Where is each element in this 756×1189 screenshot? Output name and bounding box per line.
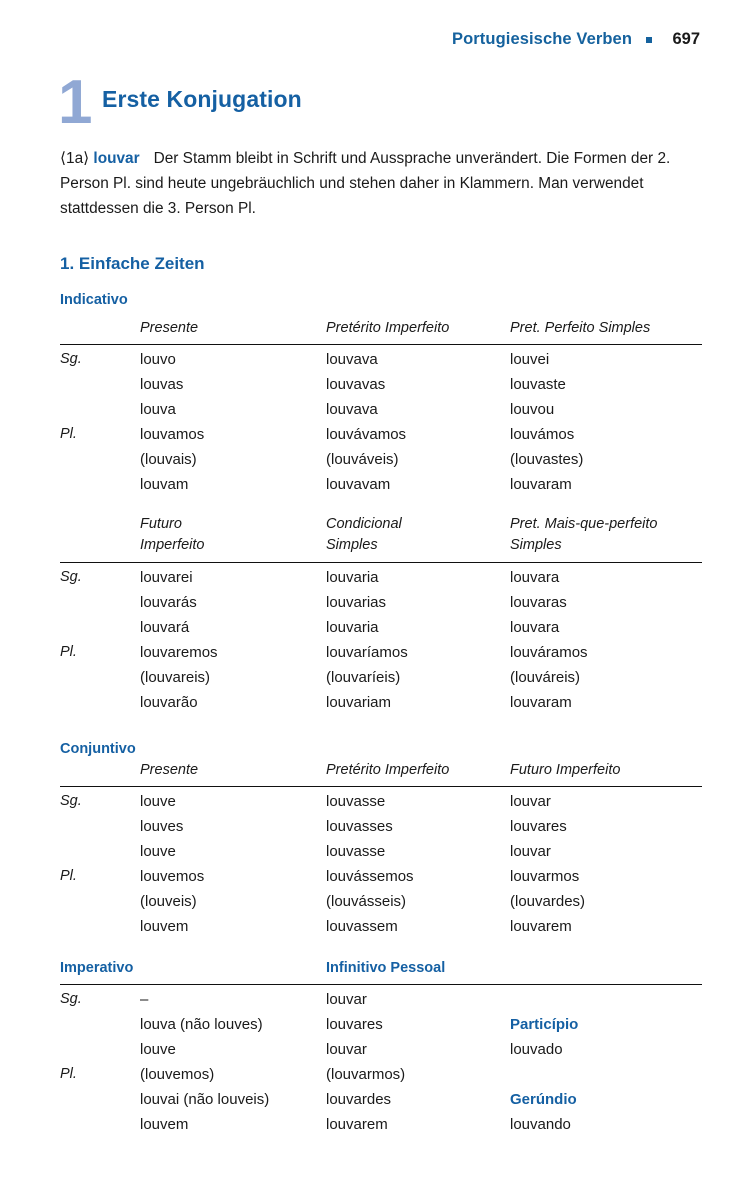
table-rows — [60, 345, 702, 501]
cell-presente: louvam — [140, 476, 189, 493]
cell-preterito-imperfeito: louvasse — [326, 843, 386, 860]
column-header-2-line1: Condicional — [326, 516, 402, 532]
table-row — [60, 918, 702, 943]
heading-participio: Particípio — [510, 1016, 579, 1033]
column-headers — [60, 516, 702, 560]
cell-presente: louvamos — [140, 426, 205, 443]
cell-presente: (louvais) — [140, 451, 197, 468]
cell-presente: louvemos — [140, 868, 205, 885]
cell-presente: louve — [140, 843, 176, 860]
cell-futuro-imperfeito: louvar — [510, 793, 551, 810]
cell-imperativo: louvem — [140, 1116, 189, 1133]
table-row — [60, 1116, 702, 1141]
table-row — [60, 376, 702, 401]
table-imperativo — [60, 960, 702, 1141]
heading-gerundio: Gerúndio — [510, 1091, 577, 1108]
cell-pret-perfeito-simples: louvei — [510, 351, 550, 368]
cell-mais-que-perfeito-simples: louvara — [510, 619, 560, 636]
cell-infinitivo-pessoal: louvar — [326, 991, 367, 1008]
cell-presente: (louveis) — [140, 893, 197, 910]
cell-preterito-imperfeito: louvasses — [326, 818, 393, 835]
chapter-title: Erste Konjugation — [102, 86, 302, 112]
table-row — [60, 476, 702, 501]
cell-infinitivo-pessoal: louvares — [326, 1016, 383, 1033]
cell-imperativo: louva (não louves) — [140, 1016, 263, 1033]
cell-condicional-simples: louvaríamos — [326, 644, 408, 661]
cell-futuro-imperfeito: louvares — [510, 818, 567, 835]
cell-presente: louva — [140, 401, 176, 418]
number-label: Sg. — [60, 793, 82, 809]
table-row — [60, 1091, 702, 1116]
running-head-title: Portugiesische Verben — [452, 30, 632, 48]
mood-heading-indicativo: Indicativo — [60, 292, 128, 308]
number-label: Pl. — [60, 1066, 77, 1082]
table-row — [60, 694, 702, 719]
table-row — [60, 843, 702, 868]
cell-pret-perfeito-simples: louvámos — [510, 426, 575, 443]
table-row — [60, 1066, 702, 1091]
column-header-3: Pret. Perfeito Simples — [510, 320, 651, 336]
mood-heading-infinitivo-pessoal: Infinitivo Pessoal — [326, 960, 446, 976]
cell-infinitivo-pessoal: louvarem — [326, 1116, 388, 1133]
chapter-header — [58, 68, 700, 137]
table-row — [60, 426, 702, 451]
column-header-3-line1: Pret. Mais-que-perfeito — [510, 516, 658, 532]
table-row — [60, 351, 702, 376]
chapter-number: 1 — [58, 68, 93, 137]
cell-preterito-imperfeito: louvasse — [326, 793, 386, 810]
cell-mais-que-perfeito-simples: louvaram — [510, 694, 572, 711]
column-headers — [60, 762, 702, 784]
column-header-1: Presente — [140, 320, 199, 336]
number-label: Sg. — [60, 351, 82, 367]
table-rows — [60, 985, 702, 1141]
cell-futuro-imperfeito: louvarei — [140, 569, 193, 586]
mood-heading-imperativo: Imperativo — [60, 960, 134, 976]
column-header-1: Presente — [140, 762, 199, 778]
cell-futuro-imperfeito: (louvareis) — [140, 669, 211, 686]
cell-mais-que-perfeito-simples: (louváreis) — [510, 669, 581, 686]
table-rows — [60, 787, 702, 943]
cell-participio-form: louvado — [510, 1041, 563, 1058]
cell-mais-que-perfeito-simples: louváramos — [510, 644, 588, 661]
table-row — [60, 1016, 702, 1041]
cell-pret-perfeito-simples: louvaram — [510, 476, 572, 493]
table-row — [60, 401, 702, 426]
page-number: 697 — [672, 30, 700, 48]
table-row — [60, 868, 702, 893]
cell-presente: louvas — [140, 376, 184, 393]
cell-preterito-imperfeito: louvavas — [326, 376, 386, 393]
table-row — [60, 1041, 702, 1066]
cell-infinitivo-pessoal: (louvarmos) — [326, 1066, 406, 1083]
cell-preterito-imperfeito: louvava — [326, 351, 378, 368]
cell-imperativo: – — [140, 991, 149, 1008]
cell-presente: louves — [140, 818, 184, 835]
number-label: Pl. — [60, 426, 77, 442]
cell-preterito-imperfeito: louvávamos — [326, 426, 407, 443]
table-row — [60, 991, 702, 1016]
cell-imperativo: louve — [140, 1041, 176, 1058]
cell-presente: louvem — [140, 918, 189, 935]
cell-imperativo: (louvemos) — [140, 1066, 215, 1083]
cell-pret-perfeito-simples: louvaste — [510, 376, 566, 393]
running-head — [452, 30, 700, 49]
column-header-2: Pretérito Imperfeito — [326, 320, 450, 336]
number-label: Pl. — [60, 868, 77, 884]
number-label: Pl. — [60, 644, 77, 660]
cell-futuro-imperfeito: (louvardes) — [510, 893, 586, 910]
table-row — [60, 594, 702, 619]
column-headers — [60, 320, 702, 342]
cell-condicional-simples: louvaria — [326, 569, 379, 586]
intro-paragraph — [60, 146, 708, 221]
table-row — [60, 818, 702, 843]
cell-preterito-imperfeito: louvava — [326, 401, 378, 418]
cell-futuro-imperfeito: louvarão — [140, 694, 198, 711]
cell-preterito-imperfeito: louvavam — [326, 476, 391, 493]
cell-futuro-imperfeito: louvarás — [140, 594, 197, 611]
cell-preterito-imperfeito: louvassem — [326, 918, 398, 935]
cell-gerundio-form: louvando — [510, 1116, 571, 1133]
bullet-square-icon — [646, 37, 652, 43]
cell-imperativo: louvai (não louveis) — [140, 1091, 270, 1108]
table-row — [60, 669, 702, 694]
cell-pret-perfeito-simples: (louvastes) — [510, 451, 584, 468]
number-label: Sg. — [60, 991, 82, 1007]
table-row — [60, 569, 702, 594]
table-row — [60, 893, 702, 918]
cell-condicional-simples: (louvaríeis) — [326, 669, 401, 686]
table-indicativo-future — [60, 516, 702, 719]
cell-futuro-imperfeito: louvaremos — [140, 644, 218, 661]
cell-condicional-simples: louvarias — [326, 594, 387, 611]
cell-mais-que-perfeito-simples: louvaras — [510, 594, 567, 611]
table-row — [60, 644, 702, 669]
cell-infinitivo-pessoal: louvardes — [326, 1091, 392, 1108]
cell-presente: louvo — [140, 351, 176, 368]
table-row — [60, 619, 702, 644]
table-conjuntivo — [60, 762, 702, 943]
cell-futuro-imperfeito: louvarem — [510, 918, 572, 935]
cell-pret-perfeito-simples: louvou — [510, 401, 555, 418]
cell-preterito-imperfeito: louvássemos — [326, 868, 414, 885]
cell-presente: louve — [140, 793, 176, 810]
section-heading-einfache-zeiten: 1. Einfache Zeiten — [60, 254, 205, 273]
example-reference: ⟨1a⟩ — [60, 150, 90, 167]
cell-futuro-imperfeito: louvar — [510, 843, 551, 860]
column-header-2: Pretérito Imperfeito — [326, 762, 450, 778]
column-header-3-line2: Simples — [510, 537, 562, 553]
cell-infinitivo-pessoal: louvar — [326, 1041, 367, 1058]
cell-futuro-imperfeito: louvarmos — [510, 868, 580, 885]
table-rows — [60, 563, 702, 719]
cell-mais-que-perfeito-simples: louvara — [510, 569, 560, 586]
cell-condicional-simples: louvaria — [326, 619, 379, 636]
table-row — [60, 451, 702, 476]
column-header-2-line2: Simples — [326, 537, 378, 553]
column-header-1-line2: Imperfeito — [140, 537, 205, 553]
number-label: Sg. — [60, 569, 82, 585]
cell-condicional-simples: louvariam — [326, 694, 392, 711]
table-indicativo-simple — [60, 320, 702, 501]
cell-preterito-imperfeito: (louvásseis) — [326, 893, 407, 910]
cell-preterito-imperfeito: (louváveis) — [326, 451, 399, 468]
mood-heading-conjuntivo: Conjuntivo — [60, 741, 136, 757]
headword-louvar: louvar — [93, 150, 140, 167]
column-header-1-line1: Futuro — [140, 516, 182, 532]
table-row — [60, 793, 702, 818]
column-header-3: Futuro Imperfeito — [510, 762, 621, 778]
intro-text: Der Stamm bleibt in Schrift und Aussprache unverändert. Die Formen der 2. Person Pl. sind heute ungebräuchlich und stehen daher in Klammern. Man verwendet stattdessen die 3. Person Pl. — [60, 150, 671, 217]
cell-futuro-imperfeito: louvará — [140, 619, 190, 636]
column-headers — [60, 960, 702, 982]
